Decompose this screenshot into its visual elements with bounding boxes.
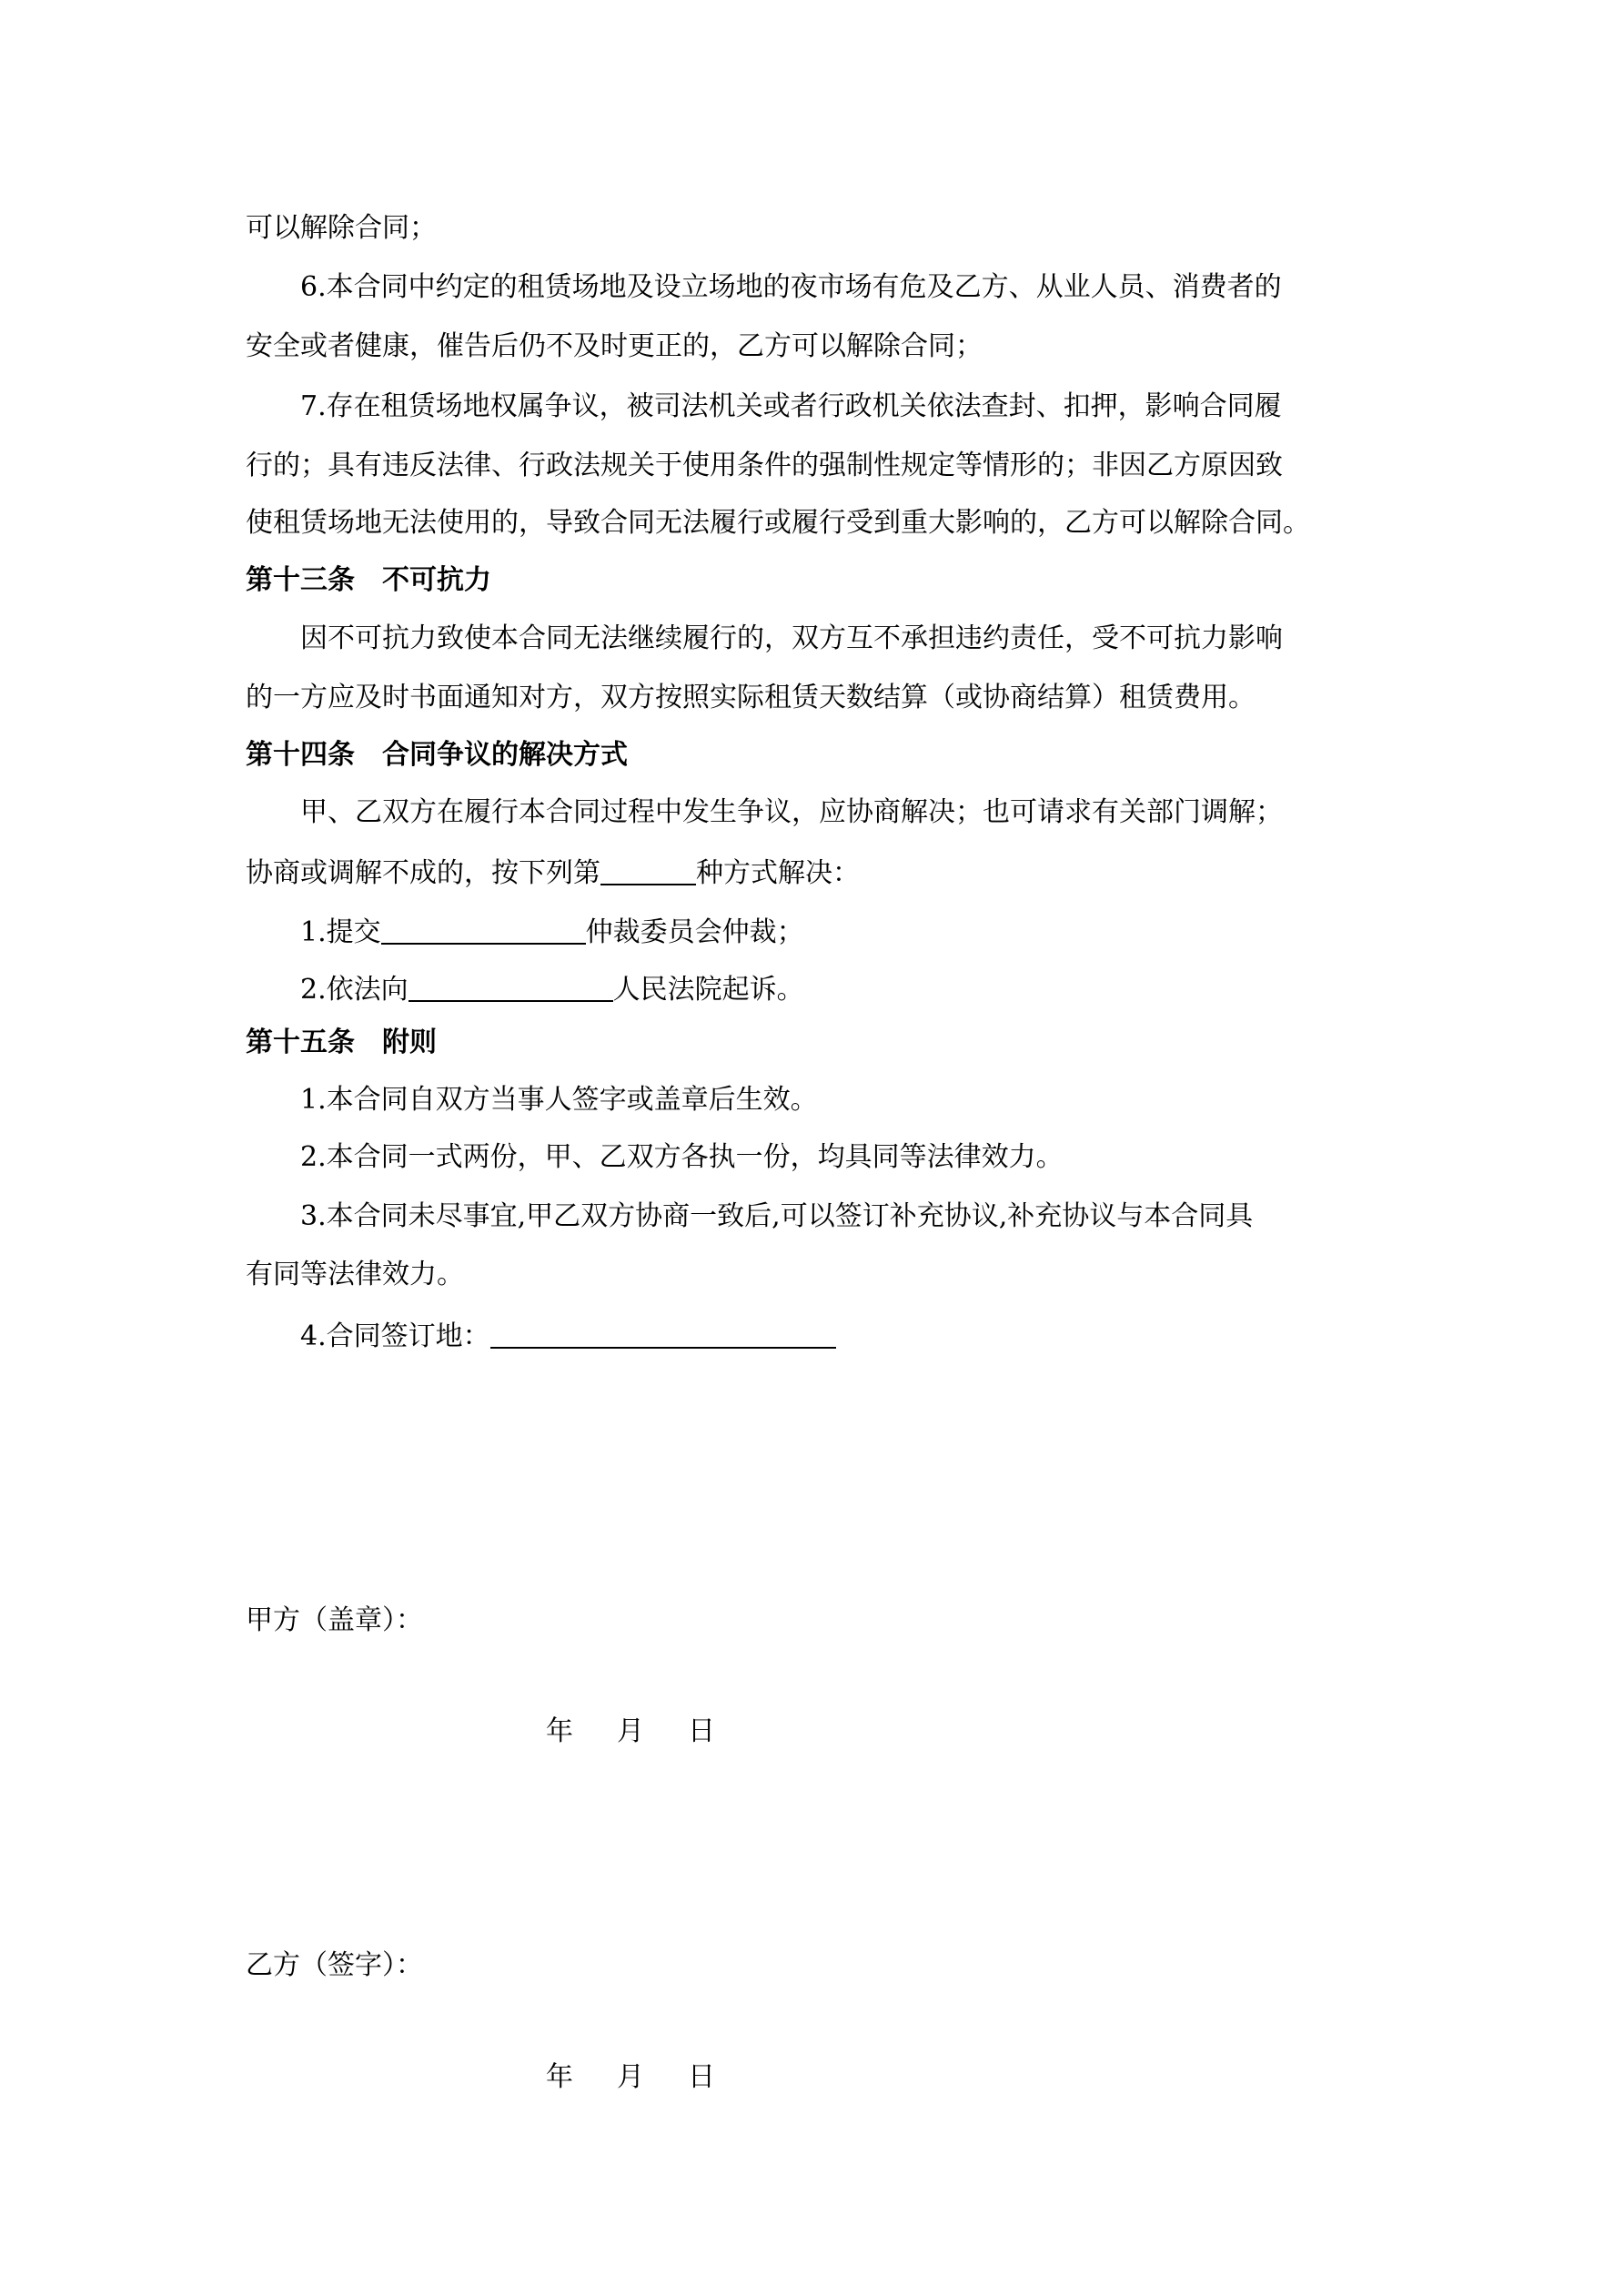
text-line: 甲、乙双方在履行本合同过程中发生争议，应协商解决；也可请求有关部门调解； (300, 796, 1283, 828)
text-segment: 人民法院起诉。 (612, 974, 804, 1006)
text-segment: 2.依法向 (300, 974, 409, 1006)
article-14-heading: 第十四条 合同争议的解决方式 (246, 739, 628, 771)
text-line: 可以解除合同； (246, 212, 437, 244)
text-line: 2.本合同一式两份，甲、乙双方各执一份，均具同等法律效力。 (300, 1141, 1064, 1173)
arbitration-commission-blank (381, 915, 586, 945)
text-segment: 仲裁委员会仲裁； (585, 916, 804, 948)
day-label: 日 (688, 2061, 715, 2093)
text-line: 使租赁场地无法使用的，导致合同无法履行或履行受到重大影响的，乙方可以解除合同。 (246, 507, 1310, 539)
article-13-heading: 第十三条 不可抗力 (246, 564, 491, 596)
party-b-signature-label: 乙方（签字）： (246, 1949, 423, 1981)
dispute-method-line (246, 856, 860, 887)
signing-place-blank (490, 1320, 836, 1349)
text-line: 6.本合同中约定的租赁场地及设立场地的夜市场有危及乙方、从业人员、消费者的 (300, 271, 1282, 303)
text-segment: 协商或调解不成的，按下列第 (246, 857, 600, 889)
arbitration-option (300, 915, 804, 946)
text-line: 3.本合同未尽事宜,甲乙双方协商一致后,可以签订补充协议,补充协议与本合同具 (300, 1200, 1254, 1232)
text-line: 1.本合同自双方当事人签字或盖章后生效。 (300, 1084, 818, 1116)
text-segment: 1.提交 (300, 916, 381, 948)
month-label: 月 (617, 2061, 644, 2093)
year-label: 年 (546, 2061, 573, 2093)
party-a-seal-label: 甲方（盖章）： (246, 1604, 423, 1636)
signing-place-line (300, 1320, 836, 1350)
text-line: 因不可抗力致使本合同无法继续履行的，双方互不承担违约责任，受不可抗力影响 (300, 622, 1283, 654)
article-15-heading: 第十五条 附则 (246, 1027, 437, 1058)
court-option (300, 973, 804, 1004)
party-a-date (546, 1715, 759, 1747)
method-number-blank (600, 856, 696, 885)
text-line: 的一方应及时书面通知对方，双方按照实际租赁天数结算（或协商结算）租赁费用。 (246, 682, 1256, 713)
text-line: 7.存在租赁场地权属争议，被司法机关或者行政机关依法查封、扣押，影响合同履 (300, 390, 1282, 422)
text-line: 行的；具有违反法律、行政法规关于使用条件的强制性规定等情形的；非因乙方原因致 (246, 450, 1283, 481)
month-label: 月 (617, 1715, 644, 1747)
text-segment: 4.合同签订地： (300, 1320, 490, 1352)
text-segment: 种方式解决： (696, 857, 860, 889)
party-b-date (546, 2061, 759, 2093)
day-label: 日 (688, 1715, 715, 1747)
year-label: 年 (546, 1715, 573, 1747)
text-line: 安全或者健康，催告后仍不及时更正的，乙方可以解除合同； (246, 330, 983, 362)
court-name-blank (409, 973, 613, 1002)
text-line: 有同等法律效力。 (246, 1259, 464, 1290)
